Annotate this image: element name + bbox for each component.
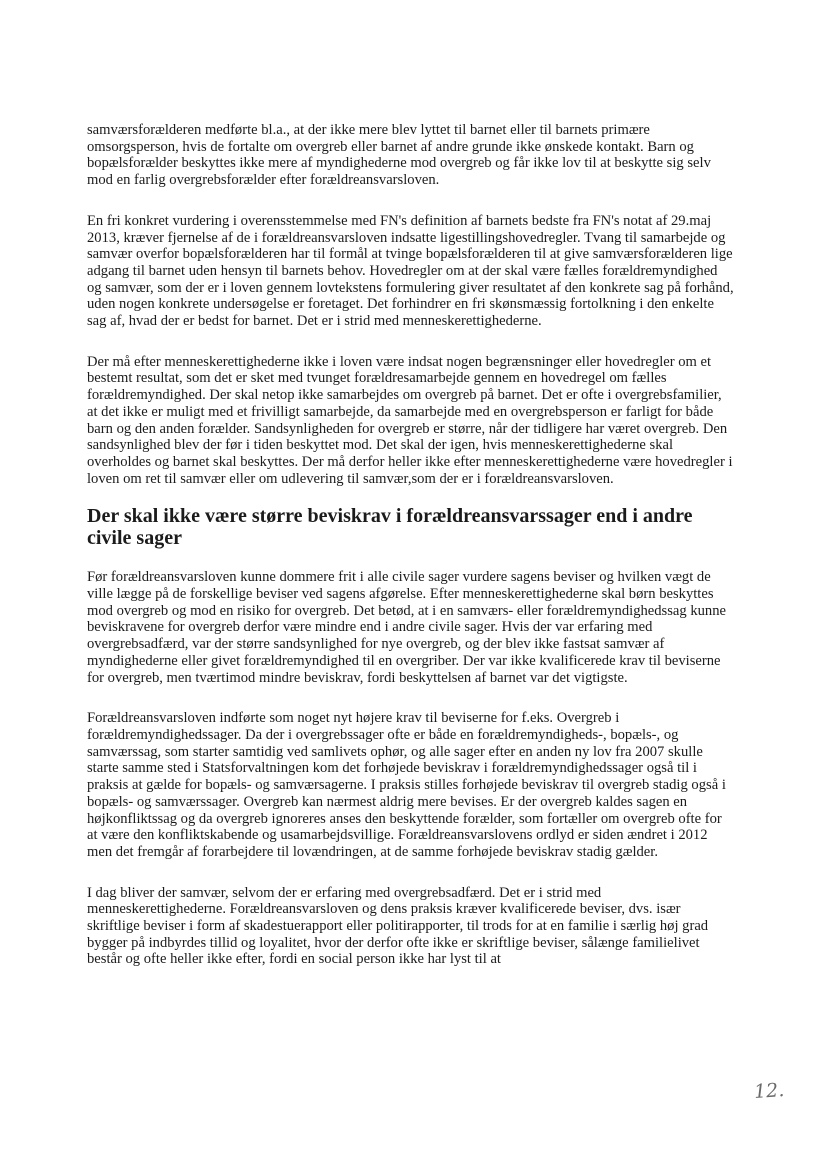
paragraph: I dag bliver der samvær, selvom der er erfaring med overgrebsadfærd. Det er i strid med menneskerettighederne. Forældreansvarsloven og dens praksis kræver kvalificerede beviser, dvs. især skriftlige beviser i form af skadestuerapport eller politirapporter, til trods for at en familie i særlig høj grad bygger på indbyrdes tillid og loyalitet, hvor der derfor ofte ikke er skriftlige beviser, sålænge familielivet består og ofte heller ikke efter, fordi en social person ikke har lyst til at xyxy=(87,884,709,968)
paragraph: En fri konkret vurdering i overensstemmelse med FN's definition af barnets bedste fra FN's notat af 29.maj 2013, kræver fjernelse af de i forældreansvarsloven indsatte ligestillingshovedregler. Tvang til samarbejde og samvær overfor bopælsforælderen har til formål at tvinge bopælsforælderen til at give samværsforælderen lige adgang til barnet uden hensyn til barnets behov. Hovedregler om at der skal være fælles forældremyndighed og samvær, som der er i loven gennem lovtekstens formulering giver resultatet af den konkrete sag på forhånd, uden nogen konkrete undersøgelse er foretaget. Det forhindrer en fri skønsmæssig fortolkning i den enkelte sag af, hvad der er bedst for barnet. Det er i strid med menneskerettighederne. xyxy=(87,212,734,330)
paragraph: Før forældreansvarsloven kunne dommere frit i alle civile sager vurdere sagens beviser og hvilken vægt de ville lægge på de forskellige beviser ved sagens afgørelse. Efter menneskerettighederne skal børn beskyttes mod overgreb og mod en risiko for overgreb. Det betød, at i en samværs- eller forældremyndighedssag kunne beviskravene for overgreb derfor være mindre end i andre civile sager. Hvis der var erfaring med overgrebsadfærd, var der større sandsynlighed for nye overgreb, og der blev ikke fastsat samvær af myndighederne eller givet forældremyndighed til en overgriber. Der var ikke kvalificerede krav til beviserne for overgreb, men tværtimod mindre beviskrav, fordi beskyttelsen af barnet var det vigtigste. xyxy=(87,569,727,686)
paragraph: samværsforælderen medførte bl.a., at der ikke mere blev lyttet til barnet eller til barnets primære omsorgsperson, hvis de fortalte om overgreb eller barnet af andre grunde ikke ønskede kontakt. Barn og bopælsforælder beskyttes ikke mere af myndighederne mod overgreb og får ikke lov til at beskytte sig selv mod en farlig overgrebsforælder efter forældreansvarsloven. xyxy=(87,122,711,189)
document-body xyxy=(87,122,735,968)
paragraph: Forældreansvarsloven indførte som noget nyt højere krav til beviserne for f.eks. Overgreb i forældremyndighedssager. Da der i overgrebssager ofte er både en forældremyndigheds-, bopæls-, og samværssag, som starter samtidig ved samlivets ophør, og alle sager efter en anden ny lov fra 2007 skulle starte samme sted i Statsforvaltningen kom det forhøjede beviskrav i forældremyndighedssager også til i praksis at gælde for bopæls- og samværsagerne. I praksis stilles forhøjede beviskrav til overgreb stadig også i bopæls- og samværssager. Overgreb kan nærmest aldrig mere bevises. Er der overgreb kaldes sagen en højkonfliktssag og da overgreb ignoreres anses den beskyttende forælder, som fortæller om overgreb ofte for at være den konfliktskabende og usamarbejdsvillige. Forældreansvarslovens ordlyd er siden ændret i 2012 men det fremgår af forarbejdere til lovændringen, at de samme forhøjede beviskrav stadig gælder. xyxy=(87,710,726,860)
handwritten-page-number: 12. xyxy=(753,1078,785,1104)
section-heading: Der skal ikke være større beviskrav i forældreansvarssager end i andre civile sager xyxy=(87,505,693,550)
paragraph: Der må efter menneskerettighederne ikke i loven være indsat nogen begrænsninger eller hovedregler om et bestemt resultat, som det er sket med tvunget forældresamarbejde gennem en hovedregel om fælles forældremyndighed. Der skal netop ikke samarbejdes om overgreb på barnet. Det er ofte i overgrebsfamilier, at det ikke er muligt med et frivilligt samarbejde, da samarbejde med en overgrebsperson er farligt for både barn og den anden forælder. Sandsynligheden for overgreb er større, når der tidligere har været overgreb. Den sandsynlighed blev der før i tiden beskyttet mod. Det skal der igen, hvis menneskerettighederne skal overholdes og barnet skal beskyttes. Der må derfor heller ikke efter menneskerettighederne være hovedregler i loven om ret til samvær eller om udlevering til samvær,som der er i forældreansvarsloven. xyxy=(87,353,733,487)
